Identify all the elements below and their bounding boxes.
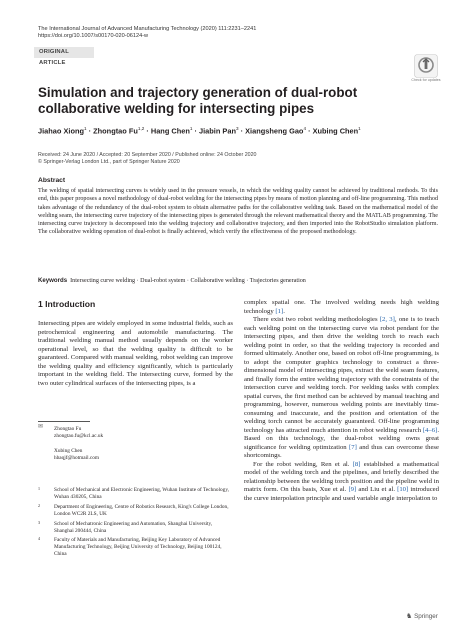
citation-link[interactable]: [9] [348, 486, 357, 493]
intro-paragraph [244, 461, 439, 504]
author[interactable]: Xiangsheng Gao [245, 126, 304, 136]
author-affil: 1 [189, 126, 193, 131]
article-type-badge: ORIGINAL ARTICLE [34, 47, 94, 58]
intro-paragraph [244, 299, 439, 316]
right-column [244, 299, 439, 503]
crossmark-caption: Check for updates [411, 78, 441, 82]
text: introduced the curve interpolation principle and used variable angle interpolation to [244, 486, 439, 502]
affiliation-text: Faculty of Materials and Manufacturing, Beijing Key Laboratory of Advanced Manufacturing Technology, Beijing University of Technology, Beijing 100124, China [54, 537, 222, 558]
contact-email[interactable]: zhongtao.fu@kcl.ac.uk [54, 433, 104, 439]
springer-horse-icon: ♞ [406, 613, 413, 620]
author-list: Jiahao Xiong$^1$ · Zhongtao Fu$^{1,2}$ · Hang Chen$^1$ · Jiabin Pan$^3$ · Xiangsheng Gao$^4$ · Xubing Chen$^1$ [38, 126, 361, 136]
keywords [38, 277, 438, 284]
journal-line: The International Journal of Advanced Manufacturing Technology (2020) 111:2231–2241 [38, 26, 257, 32]
text: For the robot welding, Ren et al. [253, 460, 353, 468]
author-affil: 4 [303, 126, 307, 131]
text: complex spatial one. The involved welding needs high welding technology [244, 299, 439, 315]
author[interactable]: Zhongtao Fu [93, 126, 138, 136]
affiliation-item [38, 537, 233, 558]
publisher-name: Springer [414, 613, 438, 620]
article-title: Simulation and trajectory generation of dual-robot collaborative welding for intersecting pipes [38, 85, 358, 117]
affiliation-text: School of Mechanical and Electronic Engineering, Wuhan Institute of Technology, Wuhan 430205, China [54, 487, 229, 500]
author-affil: 1 [84, 126, 87, 131]
contact-name: Xubing Chen [54, 448, 83, 454]
contact-email[interactable]: hbaqjf@hotmail.com [54, 455, 100, 461]
affiliation-number: 1 [38, 486, 40, 491]
citation-link[interactable]: [8] [352, 460, 361, 468]
citation-link[interactable]: [7] [349, 443, 357, 451]
author[interactable]: Jiabin Pan [199, 126, 236, 136]
affiliation-item [38, 504, 233, 518]
publisher-logo [406, 612, 438, 620]
author[interactable]: Xubing Chen [312, 126, 359, 136]
affiliation-item [38, 487, 233, 501]
author-affil: 1 [358, 126, 361, 131]
author-affil: 3 [235, 126, 239, 131]
citation-link[interactable]: [2, 3] [379, 316, 395, 323]
journal-citation [38, 26, 256, 41]
section-heading-introduction: 1 Introduction [38, 299, 96, 309]
affiliation-number: 2 [38, 502, 40, 508]
text: established a mathematical model of the welding torch and the pipelines, and briefly described the relationship between the welding torch position and the pipeline weld in matrix form. On this basis, Xue et al. [244, 460, 439, 493]
abstract-text: The welding of spatial intersecting curves is widely used in the pressure vessels, in which the welding quality cannot be achieved by traditional methods. To this end, this paper proposes a novel methodology of dual-robot welding for the intersecting pipes by means of motion planning and off-line programming. This method takes advantage of the redundancy of the dual-robot system to obtain alternative paths for the collaborative welding task. Based on the mathematical model of the welding seam, the intersecting curve trajectory of the intersecting pipes is generated through the relevant mathematical theory and the MATLAB programming. The intersecting curve trajectory is decomposed into the welding trajectory and collaborative trajectory, and then imported into the RobotStudio simulation platform. The collaborative welding operation of dual-robot is finally achieved, which verify the effectiveness of the proposed methodology. [38, 188, 438, 236]
citation-link[interactable]: [10] [397, 486, 409, 493]
text: and thus can overcome these shortcomings. [244, 443, 439, 459]
copyright-line: © Springer-Verlag London Ltd., part of Springer Nature 2020 [38, 159, 180, 166]
affiliation-number: 3 [38, 519, 40, 525]
footnote-divider [38, 421, 90, 422]
dates-line: Received: 24 June 2020 / Accepted: 20 September 2020 / Published online: 24 October 2020 [38, 152, 257, 158]
affiliation-number: 4 [38, 536, 40, 542]
keywords-list: Intersecting curve welding · Dual-robot system · Collaborative welding · Trajectories generation [70, 278, 306, 284]
publication-dates [38, 152, 438, 167]
text: , one is to teach each welding point on the intersecting curve via robot pendant for the intersecting pipes, and then drive the welding torch to reach each welding point in order, so that the welding trajectory is recorded and formed ultimately. Another one, based on robot off-line programming, is to adopt the computer graphics technology to construct a three-dimensional model of intersecting pipes, extract the weld seam features, and finally form the entire welding trajectory with the constraints of the intersection curve and welding torch. For welding tasks with complex spatial curves, the first method can be achieved by manual teaching and programming, however, numerous welding points are inevitably time-consuming and inaccurate, and the position and orientation of the welding torch cannot be accurately guaranteed. Off-line programming technology has attracted much attention in robot welding research [244, 316, 439, 434]
affiliations [38, 487, 233, 561]
author[interactable]: Jiahao Xiong [38, 126, 84, 136]
contact-name: Zhongtao Fu [54, 426, 82, 432]
citation-link[interactable]: [4–6] [422, 426, 438, 434]
intro-paragraph: Intersecting pipes are widely employed in some industrial fields, such as petrochemical engineering and automobile manufacturing. The traditional welding manual method usually depends on the worker operational level, so that the welding quality is difficult to be guaranteed. Compared with manual welding, robot welding can improve the welding quality and efficiency significantly, which is particularly important in the welding field. The intersecting curve, formed by the two outer cylindrical surfaces of the intersecting pipes, is a [38, 320, 233, 387]
envelope-icon: ✉ [38, 424, 44, 430]
text: . [283, 307, 285, 315]
crossmark-icon[interactable] [414, 54, 438, 78]
author[interactable]: Hang Chen [150, 126, 190, 136]
doi-link[interactable]: https://doi.org/10.1007/s00170-020-06124-w [38, 33, 149, 40]
left-column [38, 320, 233, 388]
text: There exist two robot welding methodologies [253, 316, 380, 323]
intro-paragraph [244, 316, 439, 461]
affiliation-text: School of Mechatronic Engineering and Automation, Shanghai University, Shanghai 200444, China [54, 520, 213, 534]
citation-link[interactable]: [1] [275, 307, 284, 315]
text: and Liu et al. [356, 486, 398, 493]
affiliation-text: Department of Engineering, Centre of Robotics Research, King's College London, London WC2R 2LS, UK [54, 503, 229, 517]
author-affil: 1,2 [137, 126, 145, 131]
abstract-heading: Abstract [38, 177, 66, 184]
affiliation-item [38, 521, 233, 535]
text: . Based on this technology, the dual-robot welding owns great significance for welding optimization [244, 426, 439, 451]
keywords-label: Keywords [38, 277, 68, 284]
